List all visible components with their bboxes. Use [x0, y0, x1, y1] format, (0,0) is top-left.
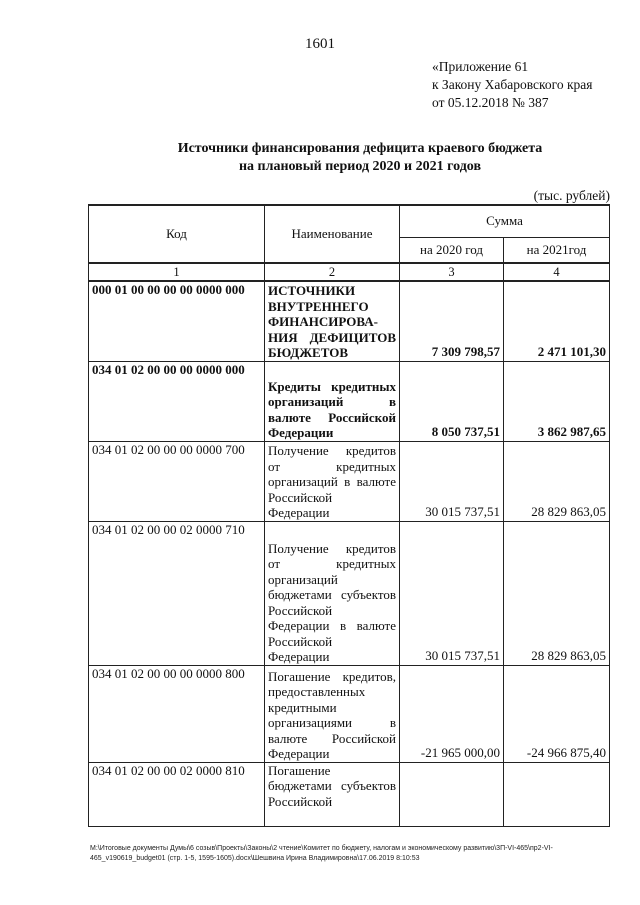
appendix-reference — [432, 58, 593, 112]
title-line-2: на плановый период 2020 и 2021 годов — [238, 159, 482, 174]
row-value-2020: 30 015 737,51 — [400, 521, 504, 665]
header-row — [89, 205, 610, 237]
page-number: 1601 — [305, 36, 335, 52]
appendix-line-2: к Закону Хабаровского края — [432, 77, 593, 92]
appendix-line-1: «Приложение 61 — [432, 59, 529, 74]
row-value-2020: -21 965 000,00 — [400, 665, 504, 762]
row-name: Кредиты кредитных организаций в валюте Российской Федерации — [265, 361, 400, 441]
footer-line-1: M:\Итоговые документы Думы\6 созыв\Проекты\Законы\2 чтение\Комитет по бюджету, налогам и экономическому развитию\3П-VI-465\пр2-VI- — [90, 845, 553, 852]
row-name: Погашение кредитов, предоставленных кредитными организациями в валюте Российской Федерации — [265, 665, 400, 762]
row-value-2020 — [400, 762, 504, 826]
row-name: Получение кредитов от кредитных организаций в валюте Российской Федерации — [265, 441, 400, 521]
table-row — [89, 441, 610, 521]
document-title — [0, 140, 640, 176]
title-line-1: Источники финансирования дефицита краевого бюджета — [177, 141, 543, 156]
table-row — [89, 665, 610, 762]
table-row — [89, 762, 610, 826]
footer-line-2: 465_v190619_budget01 (стр. 1-5, 1595-1605).docx\Шешвина Ирина Владимировна\17.06.2019 8:10:53 — [90, 855, 420, 862]
row-code: 034 01 02 00 00 02 0000 810 — [89, 762, 265, 826]
units-label: (тыс. рублей) — [533, 188, 610, 203]
column-number: 1 — [89, 263, 265, 281]
row-value-2020: 8 050 737,51 — [400, 361, 504, 441]
row-value-2021: 2 471 101,30 — [504, 281, 610, 361]
column-number: 4 — [504, 263, 610, 281]
row-code: 034 01 02 00 00 00 0000 000 — [89, 361, 265, 441]
row-code: 034 01 02 00 00 00 0000 800 — [89, 665, 265, 762]
row-value-2020: 30 015 737,51 — [400, 441, 504, 521]
financing-table — [88, 204, 610, 827]
row-value-2021: -24 966 875,40 — [504, 665, 610, 762]
table-row — [89, 281, 610, 361]
column-number: 3 — [400, 263, 504, 281]
header-sum: Сумма — [400, 205, 610, 237]
row-code: 034 01 02 00 00 02 0000 710 — [89, 521, 265, 665]
row-code: 034 01 02 00 00 00 0000 700 — [89, 441, 265, 521]
table-row — [89, 361, 610, 441]
row-value-2021: 28 829 863,05 — [504, 441, 610, 521]
header-2020: на 2020 год — [400, 237, 504, 263]
row-value-2021: 28 829 863,05 — [504, 521, 610, 665]
file-path-footer — [90, 844, 610, 864]
header-code: Код — [89, 205, 265, 263]
row-value-2021: 3 862 987,65 — [504, 361, 610, 441]
row-value-2020: 7 309 798,57 — [400, 281, 504, 361]
table-row — [89, 521, 610, 665]
column-number: 2 — [265, 263, 400, 281]
header-name: Наименование — [265, 205, 400, 263]
row-name: Погашение бюджетами субъектов Российской — [265, 762, 400, 826]
appendix-line-3: от 05.12.2018 № 387 — [432, 95, 549, 110]
row-value-2021 — [504, 762, 610, 826]
header-2021: на 2021год — [504, 237, 610, 263]
column-number-row — [89, 263, 610, 281]
row-name: ИСТОЧНИКИ ВНУТРЕННЕГО ФИНАНСИРОВА-НИЯ ДЕФИЦИТОВ БЮДЖЕТОВ — [265, 281, 400, 361]
row-code: 000 01 00 00 00 00 0000 000 — [89, 281, 265, 361]
row-name: Получение кредитов от кредитных организаций бюджетами субъектов Российской Федерации в валюте Российской Федерации — [265, 521, 400, 665]
